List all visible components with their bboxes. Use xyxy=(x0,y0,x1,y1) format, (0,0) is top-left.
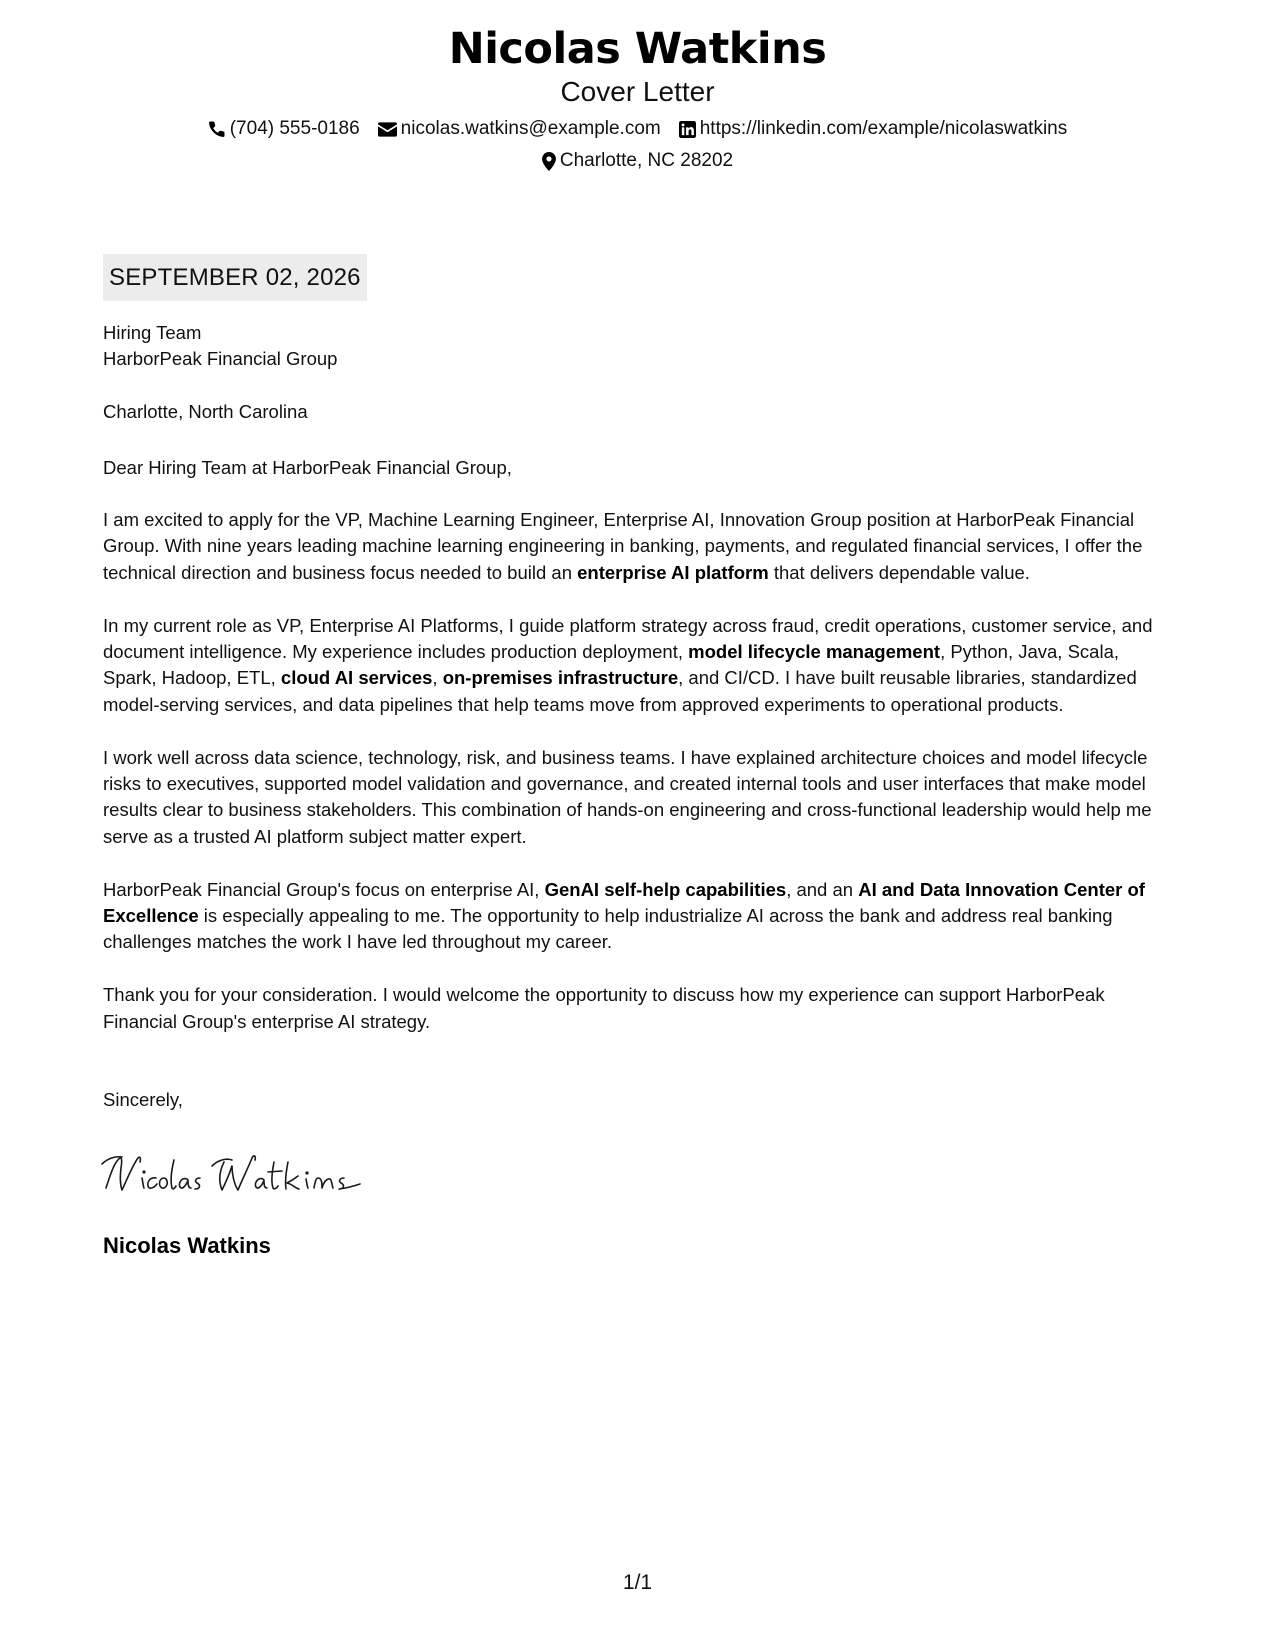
contact-row-location xyxy=(0,149,1275,173)
emphasis: model lifecycle management xyxy=(688,641,941,663)
recipient-block xyxy=(103,320,1175,373)
emphasis: enterprise AI platform xyxy=(577,561,769,583)
handwritten-signature xyxy=(100,1148,362,1209)
paragraph-4: HarborPeak Financial Group's focus on enterprise AI, GenAI self-help capabilities, and an AI and Data Innovation Center of Excellence is especially appealing to me. The opportunity to help industrialize AI across the bank and address real banking challenges matches the work I have led throughout my career. xyxy=(103,878,1145,953)
phone-icon xyxy=(208,120,226,138)
linkedin-link[interactable]: https://linkedin.com/example/nicolaswatkins xyxy=(699,118,1068,139)
contact-location xyxy=(542,149,733,173)
phone-text: (704) 555-0186 xyxy=(229,118,360,139)
envelope-icon xyxy=(378,122,397,137)
linkedin-icon xyxy=(679,121,696,138)
recipient-location: Charlotte, North Carolina xyxy=(103,401,308,422)
emphasis: cloud AI services xyxy=(280,667,433,689)
recipient-company: HarborPeak Financial Group xyxy=(103,348,338,370)
paragraph-2: In my current role as VP, Enterprise AI Platforms, I guide platform strategy across fraud, credit operations, customer service, and document intelligence. My experience includes production deployment, model lifecycle management, Python, Java, Scala, Spark, Hadoop, ETL, cloud AI services, on-premises infrastructure, and CI/CD. I have built reusable libraries, standardized model-serving services, and data pipelines that help teams move from approved experiments to operational products. xyxy=(103,614,1153,715)
page-number: 1/1 xyxy=(622,1571,653,1594)
applicant-name: Nicolas Watkins xyxy=(448,24,827,74)
paragraph-3: I work well across data science, technology, risk, and business teams. I have explained architecture choices and model lifecycle risks to executives, supported model validation and governance, and created internal tools and user interfaces that make model results clear to business stakeholders. This combination of hands-on engineering and cross-functional leadership would help me serve as a trusted AI platform subject matter expert. xyxy=(103,746,1152,847)
paragraph-5: Thank you for your consideration. I would welcome the opportunity to discuss how my experience can support HarborPeak Financial Group's enterprise AI strategy. xyxy=(103,984,1105,1032)
letter-header xyxy=(0,22,1275,173)
map-pin-icon xyxy=(542,152,556,171)
contact-linkedin[interactable] xyxy=(679,117,1068,141)
location-text: Charlotte, NC 28202 xyxy=(559,150,734,171)
emphasis: AI and Data Innovation Center of Excellence xyxy=(103,878,1145,927)
letter-body xyxy=(103,507,1175,1061)
contact-phone xyxy=(208,117,360,141)
recipient-line: Hiring Team xyxy=(103,322,202,343)
document-subtitle: Cover Letter xyxy=(560,76,715,107)
salutation: Dear Hiring Team at HarborPeak Financial Group, xyxy=(103,457,512,478)
contact-email[interactable] xyxy=(378,117,661,141)
contact-row xyxy=(0,117,1275,141)
emphasis: on-premises infrastructure xyxy=(442,667,679,689)
emphasis: GenAI self-help capabilities xyxy=(544,878,787,900)
paragraph-1: I am excited to apply for the VP, Machine Learning Engineer, Enterprise AI, Innovation Group position at HarborPeak Financial Group. With nine years leading machine learning engineering in banking, payments, and regulated financial services, I offer the technical direction and business focus needed to build an enterprise AI platform that delivers dependable value. xyxy=(103,509,1143,583)
letter-date: SEPTEMBER 02, 2026 xyxy=(103,254,367,301)
signer-name: Nicolas Watkins xyxy=(103,1233,271,1258)
closing: Sincerely, xyxy=(103,1089,183,1110)
email-link[interactable]: nicolas.watkins@example.com xyxy=(400,118,661,139)
